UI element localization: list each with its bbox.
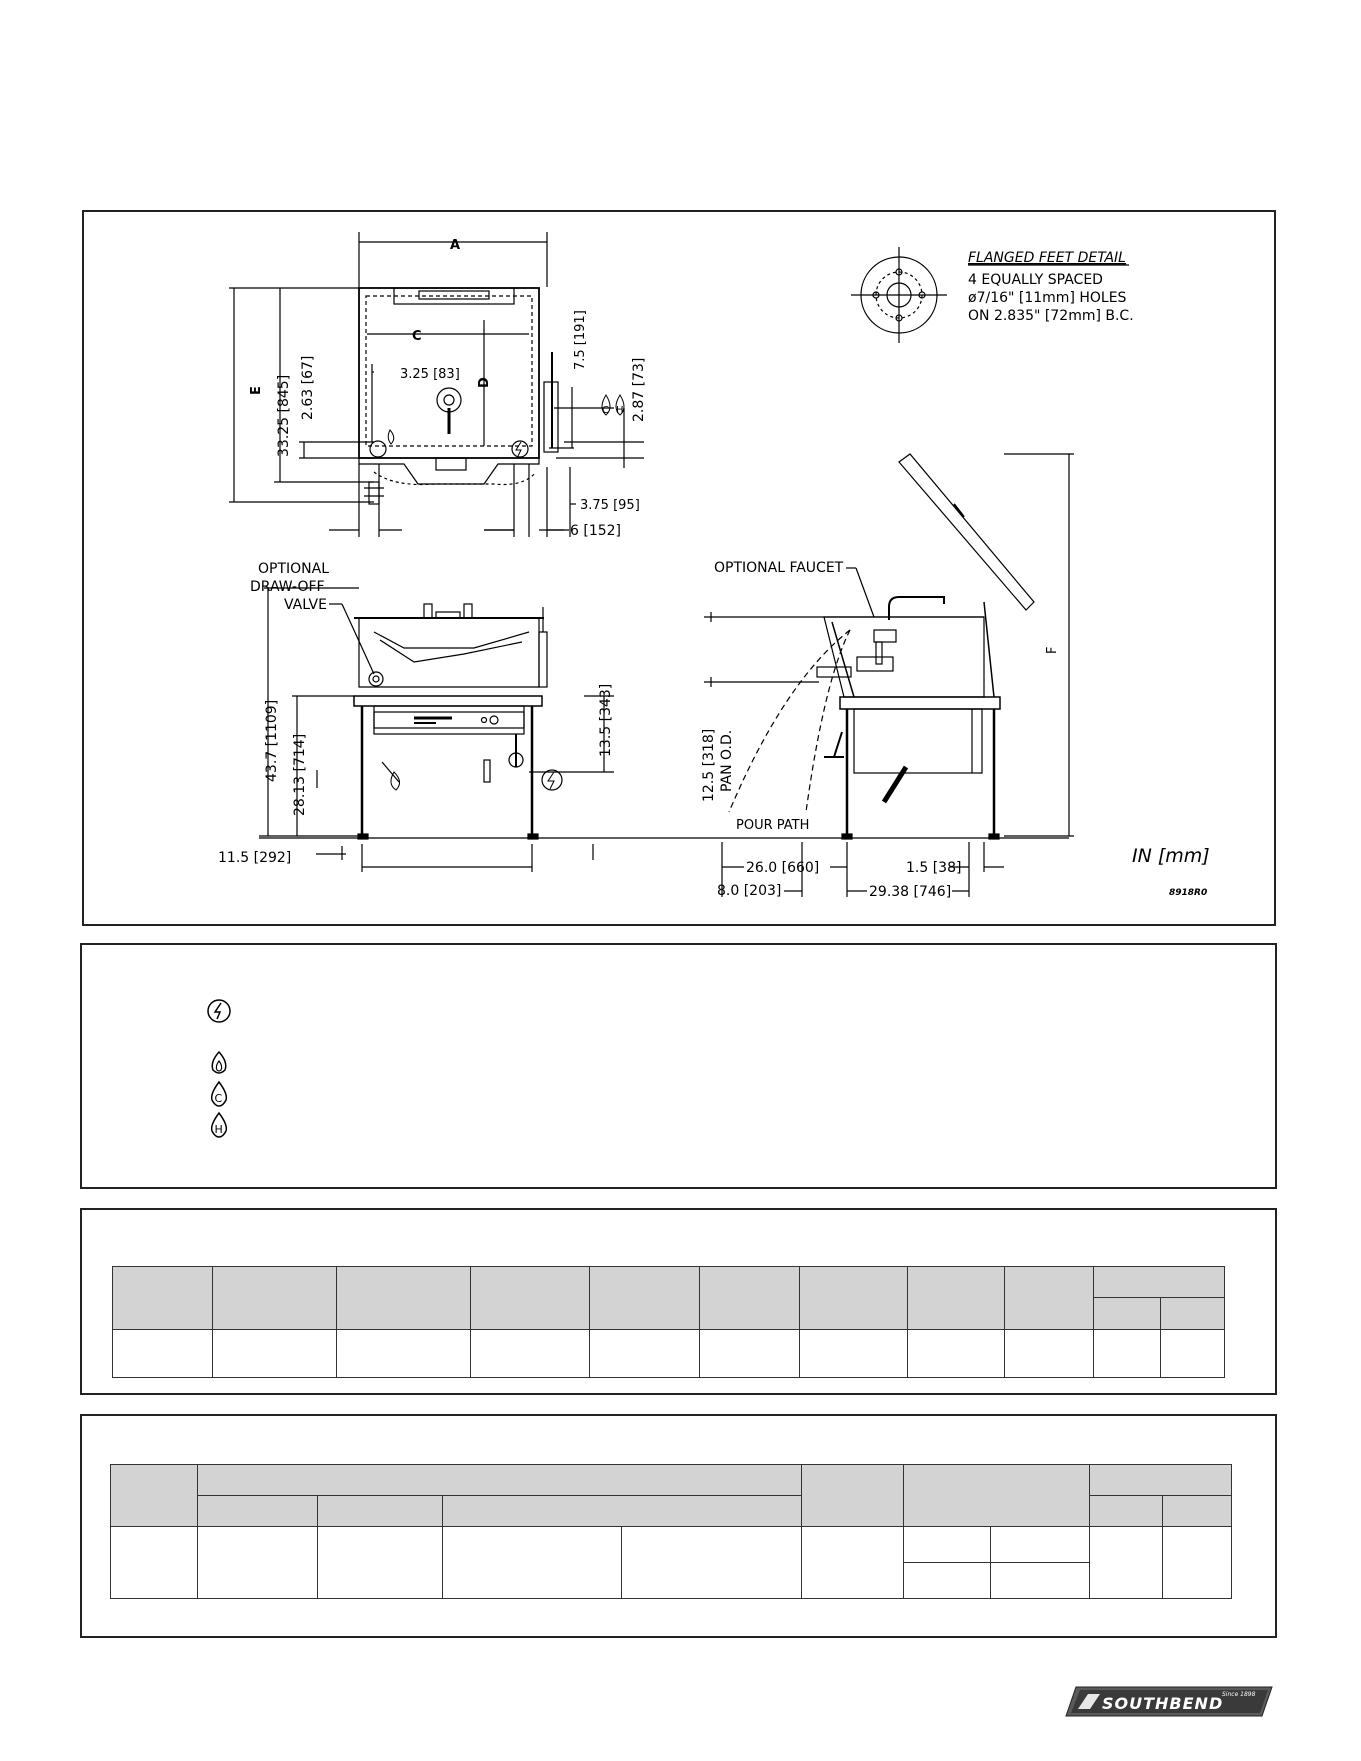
spec2-subheader-cell (1163, 1496, 1232, 1527)
spec2-data-cell (990, 1527, 1090, 1563)
spec1-data-cell (471, 1329, 589, 1377)
spec2-data-cell (318, 1527, 443, 1599)
spec2-data-cell (621, 1527, 802, 1599)
dim-d-label: D (477, 377, 492, 388)
dim-7-5-label: 7.5 [191] (573, 310, 588, 370)
spec-panel-1 (80, 1208, 1277, 1395)
logo-brand: SOUTHBEND (1102, 1694, 1224, 1713)
dim-e-label: E (249, 386, 264, 395)
dim-28-13-label: 28.13 [714] (292, 733, 308, 816)
dim-33-25-label: 33.25 [845] (276, 374, 292, 457)
spec2-subheader-cell (197, 1496, 318, 1527)
top-hot-letter: H (616, 405, 624, 416)
spec2-group-header (197, 1465, 801, 1496)
spec1-data-cell (589, 1329, 700, 1377)
flanged-line2: ø7/16" [11mm] HOLES (968, 290, 1127, 306)
optional-faucet-label: OPTIONAL FAUCET (714, 560, 844, 576)
hot-water-icon (204, 1110, 234, 1140)
spec2-header-cell (111, 1465, 198, 1527)
spec2-data-cell (990, 1563, 1090, 1599)
electric-icon (204, 996, 234, 1026)
spec1-data-cell (1093, 1329, 1161, 1377)
pour-path-label: POUR PATH (736, 818, 810, 833)
spec1-data-cell (337, 1329, 471, 1377)
spec1-header-cell (589, 1267, 700, 1330)
dim-11-5-label: 11.5 [292] (218, 850, 292, 866)
dim-8-label: 8.0 [203] (717, 883, 782, 899)
spec1-data-cell (800, 1329, 908, 1377)
spec1-data-cell (1004, 1329, 1093, 1377)
valve-label: VALVE (284, 597, 327, 613)
dim-3-25-label: 3.25 [83] (400, 367, 460, 382)
dim-f-label: F (1045, 646, 1060, 654)
dim-2-63-label: 2.63 [67] (300, 355, 316, 420)
spec2-data-cell (802, 1527, 904, 1599)
dim-43-7-label: 43.7 [1109] (264, 699, 280, 782)
units-label: IN [mm] (1132, 845, 1210, 867)
front-view (218, 561, 614, 872)
dim-26-label: 26.0 [660] (746, 860, 820, 876)
cold-water-letter: C (214, 1092, 223, 1105)
gas-flame-icon (204, 1048, 234, 1078)
spec1-header-cell (1004, 1267, 1093, 1330)
spec1-header-cell (471, 1267, 589, 1330)
spec2-subheader-cell (443, 1496, 802, 1527)
optional-label: OPTIONAL (258, 561, 330, 577)
spec2-data-cell (1163, 1527, 1232, 1599)
southbend-logo (1064, 1685, 1274, 1718)
spec2-data-cell (197, 1527, 318, 1599)
spec-table-2 (110, 1464, 1232, 1599)
dim-a-label: A (450, 238, 461, 253)
dim-2-87-label: 2.87 [73] (631, 357, 647, 422)
spec1-header-cell (907, 1267, 1004, 1330)
flanged-title: FLANGED FEET DETAIL (968, 250, 1126, 266)
technical-drawing (84, 212, 1278, 928)
draw-off-label: DRAW-OFF (250, 579, 325, 595)
drawing-number: 8918R0 (1169, 888, 1208, 898)
spec2-header-cell (903, 1465, 1089, 1527)
spec1-header-cell (212, 1267, 336, 1330)
top-view (229, 232, 647, 539)
spec2-group-header (1090, 1465, 1232, 1496)
flanged-line1: 4 EQUALLY SPACED (968, 272, 1103, 288)
flanged-feet-detail (851, 247, 1134, 343)
dim-c-label: C (412, 329, 422, 344)
spec2-data-cell (903, 1563, 990, 1599)
spec1-data-cell (700, 1329, 800, 1377)
spec1-data-cell (907, 1329, 1004, 1377)
dim-29-38-label: 29.38 [746] (869, 884, 952, 900)
spec-panel-2 (80, 1414, 1277, 1638)
dim-3-75-label: 3.75 [95] (580, 498, 640, 513)
utility-legend-panel (80, 943, 1277, 1189)
drawing-panel (82, 210, 1276, 926)
spec1-data-cell (113, 1329, 213, 1377)
spec1-data-cell (1161, 1329, 1225, 1377)
spec1-subheader-cell (1161, 1298, 1225, 1329)
spec1-header-cell (700, 1267, 800, 1330)
cold-water-icon (204, 1079, 234, 1109)
logo-since: Since 1898 (1222, 1691, 1256, 1698)
spec2-data-cell (443, 1527, 622, 1599)
top-cold-letter: C (602, 405, 609, 416)
spec2-data-cell (903, 1527, 990, 1563)
spec1-header-cell (800, 1267, 908, 1330)
flanged-line3: ON 2.835" [72mm] B.C. (968, 308, 1134, 324)
spec1-group-header (1093, 1267, 1224, 1298)
dim-6-label: 6 [152] (570, 523, 622, 539)
spec2-data-cell (1090, 1527, 1163, 1599)
spec2-subheader-cell (1090, 1496, 1163, 1527)
spec1-header-cell (113, 1267, 213, 1330)
spec2-data-cell (111, 1527, 198, 1599)
spec2-subheader-cell (318, 1496, 443, 1527)
dim-13-5-label: 13.5 [343] (598, 683, 614, 757)
spec-table-1 (112, 1266, 1225, 1378)
hot-water-letter: H (214, 1123, 223, 1136)
side-view (259, 454, 1210, 900)
dim-12-5-label: 12.5 [318] (701, 728, 717, 802)
spec1-data-cell (212, 1329, 336, 1377)
spec1-subheader-cell (1093, 1298, 1161, 1329)
spec1-header-cell (337, 1267, 471, 1330)
pan-od-label: PAN O.D. (719, 729, 735, 792)
spec2-header-cell (802, 1465, 904, 1527)
dim-1-5-label: 1.5 [38] (906, 860, 962, 876)
